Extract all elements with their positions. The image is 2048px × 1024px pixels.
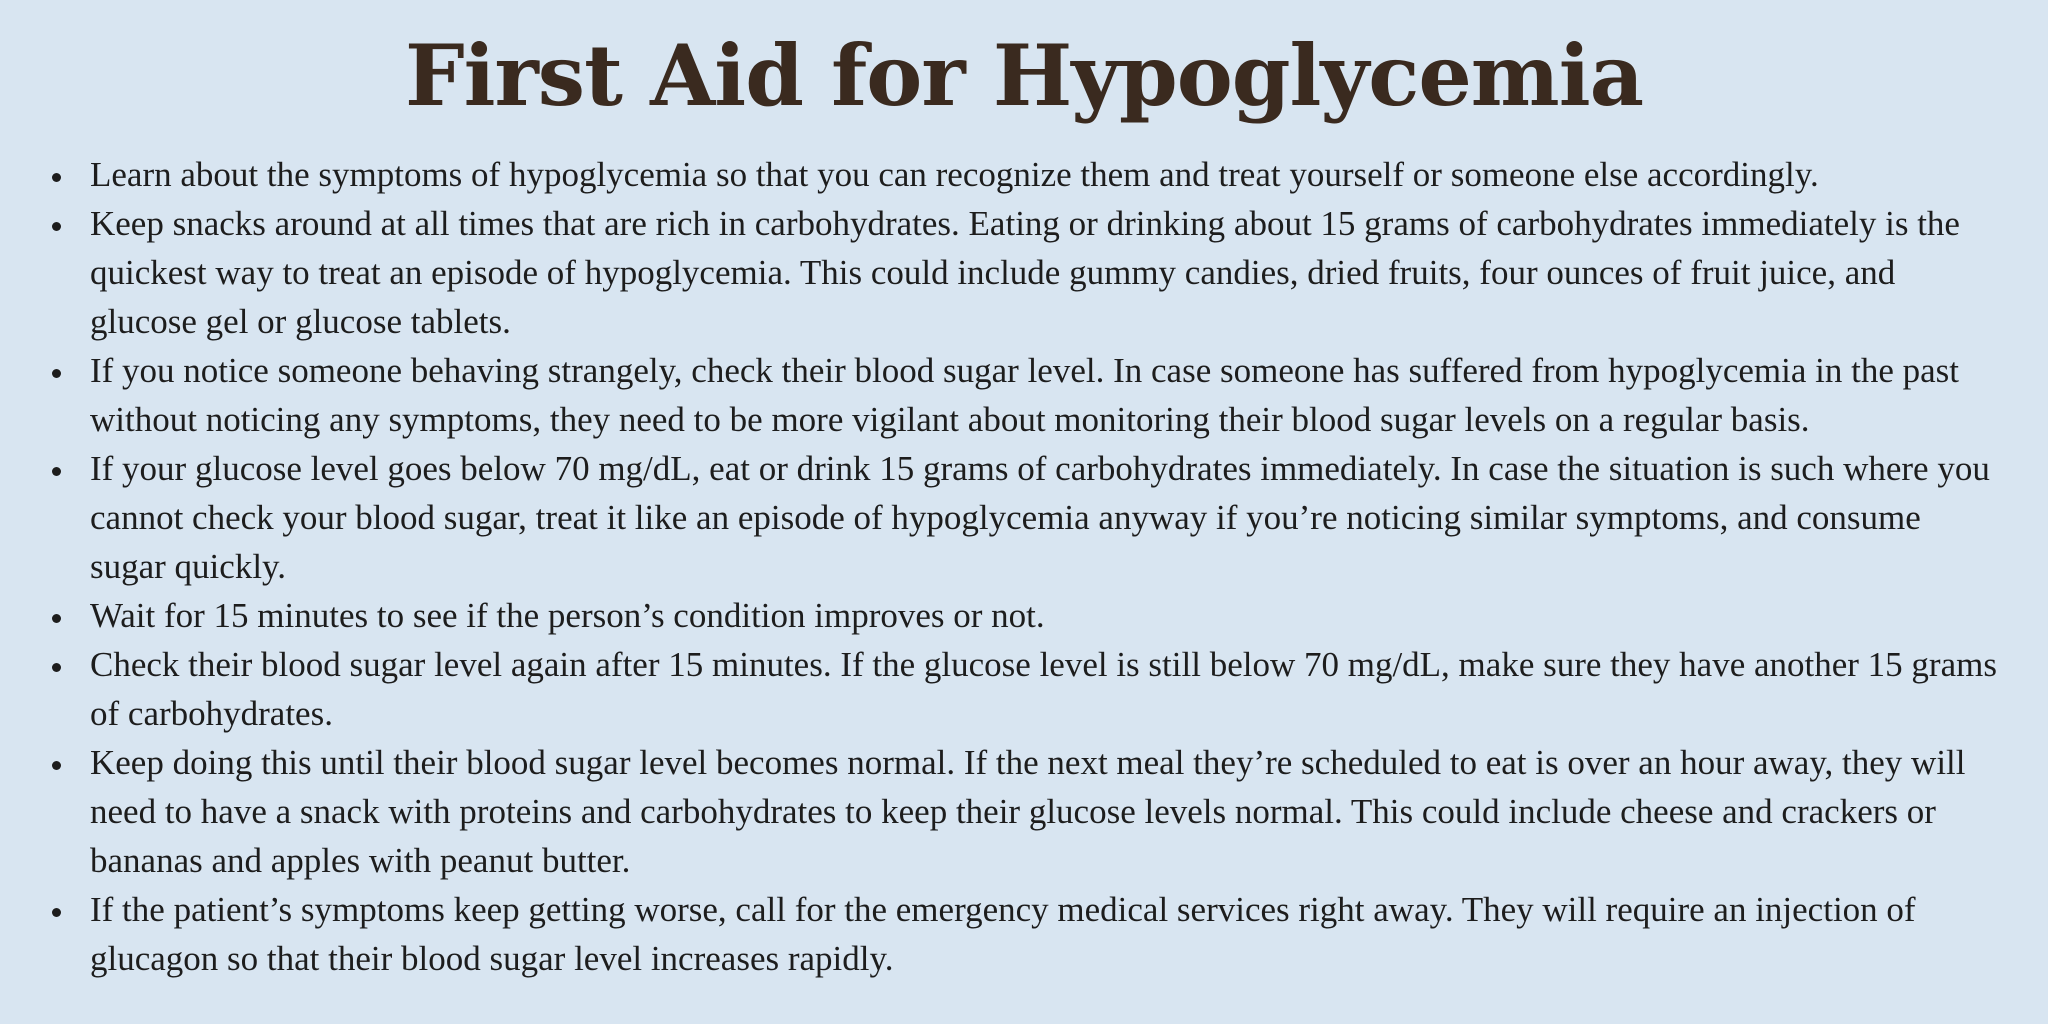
list-item: • If you notice someone behaving strangely, check their blood sugar level. In case someone has suffered from hypoglycemia in the past without noticing any symptoms, they need to be more vigilant about monitoring their blood sugar levels on a regular basis. <box>76 346 2000 444</box>
list-item: • If the patient’s symptoms keep getting worse, call for the emergency medical services right away. They will require an injection of glucagon so that their blood sugar level increases rapidly. <box>76 885 2000 983</box>
list-item: • Keep snacks around at all times that are rich in carbohydrates. Eating or drinking about 15 grams of carbohydrates immediately is the quickest way to treat an episode of hypoglycemia. This could include gummy candies, dried fruits, four ounces of fruit juice, and glucose gel or glucose tablets. <box>76 199 2000 346</box>
page-title: First Aid for Hypoglycemia <box>404 26 1644 125</box>
list-item: • Keep doing this until their blood sugar level becomes normal. If the next meal they’re scheduled to eat is over an hour away, they will need to have a snack with proteins and carbohydrates to keep their glucose levels normal. This could include cheese and crackers or bananas and apples with peanut butter. <box>76 738 2000 885</box>
bullet-list <box>0 150 2048 983</box>
list-item: • Wait for 15 minutes to see if the person’s condition improves or not. <box>76 591 2000 640</box>
list-item: • Check their blood sugar level again after 15 minutes. If the glucose level is still below 70 mg/dL, make sure they have another 15 grams of carbohydrates. <box>76 640 2000 738</box>
list-item: • If your glucose level goes below 70 mg/dL, eat or drink 15 grams of carbohydrates immediately. In case the situation is such where you cannot check your blood sugar, treat it like an episode of hypoglycemia anyway if you’re noticing similar symptoms, and consume sugar quickly. <box>76 444 2000 591</box>
list-item: • Learn about the symptoms of hypoglycemia so that you can recognize them and treat yourself or someone else accordingly. <box>76 150 2000 199</box>
